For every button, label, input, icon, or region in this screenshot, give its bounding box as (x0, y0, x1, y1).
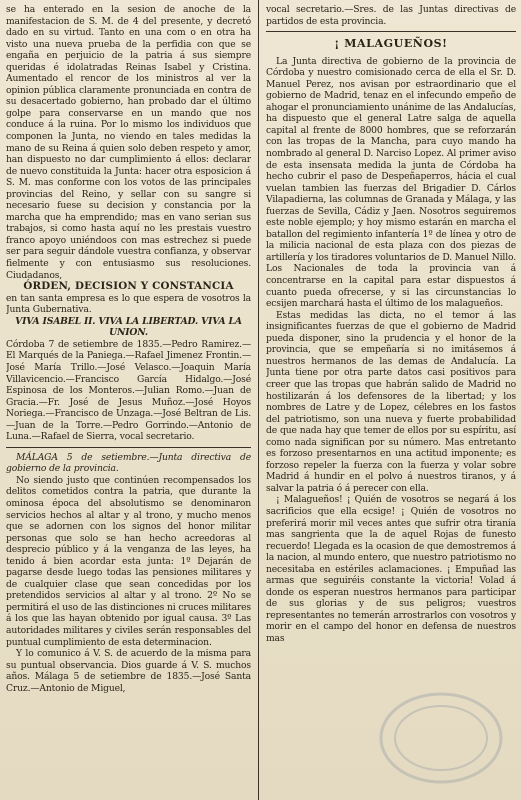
measures-paragraph: Estas medidas las dicta, no el temor á las insignificantes fuerzas de que el gobierno de Madrid pueda disponer, sino la prudencia y el honor de la provincia, que se empeñaría si no imitásemos á nuestros hermanos de las demas de Andalucía. La Junta tiene por otra parte datos casi positivos para creer que las tropas que habrán salido de Madrid no hostilizarán á los defensores de la libertad; y los nombres de Latre y de Lopez, célebres en los fastos del patriotismo, son una nueva y fuerte probabilidad de que nada hay que temer de ellos por su espíritu, así como nada significan por su número. Mas entretanto es forzoso presentarnos en una actitud imponente; es forzoso repeler la fuerza con la fuerza y volar sobre Madrid á hundir en el polvo á nuestros tiranos, y á salvar la patria ó á perecer con ella. (266, 309, 516, 494)
cordoba-paragraph: se ha enterado en la sesion de anoche de la manifestacion de S. M. de 4 del presente, y decretó dado en su virtud. Tanto en una com o en otra ha visto una nueva prueba de la perfidia con que se engaña en perjuicio de la patria á sus siempre queridas é idolatradas Reinas Isabel y Cristina. Aumentado el rencor de los ministros al ver la opinion pública claramente pronunciada en contra de su desacertado gobierno, han probado dar el último golpe para conservarse en un mando que nos conduce á la ruina. Por lo mismo los individuos que componen la Junta, no viendo en tales medidas la mano de su Reina á quien solo deben respeto y amor, han dispuesto no dar cumplimiento á ellos: declarar de nuevo constituida la Junta: hacer otra esposicion á S. M. mas conforme con los votos de las principales provincias del Reino, y sellar con su sangre si necesario fuese su decision y constancia por la marcha que ha emprendido; mas en vano serian sus trabajos, si como hasta aquí no les prestais vuestro franco apoyo uniéndoos con mas estrechez si puede ser para seguir dándole vuestra confianza, y observar fielmente y con entusiasmo sus resoluciones. Ciudadanos, (6, 4, 251, 281)
separator-rule (6, 447, 251, 448)
malaga-decree-paragraph: No siendo justo que continúen recompensados los delitos cometidos contra la patria, que durante la ominosa época del absolutismo se denominaron servicios hechos al altar y al trono, y mucho menos que se adornen con los signos del honor militar personas que solo se han hecho acreedoras al desprecio público y á la venganza de las leyes, ha tenido á bien acordar esta junta: 1º Dejarán de pagarse desde luego todas las pensiones militares y de cualquier clase que sean concedidas por los pretendidos servicios al altar y al trono. 2º No se permitirá el uso de las distinciones ni cruces militares á los que las hayan obtenido por igual causa. 3º Las autoridades militares y civiles serán responsables del puntual cumplimiento de esta determinacion. (6, 474, 251, 648)
cordoba-paragraph-end: en tan santa empresa es lo que espera de vosotros la Junta Gubernativa. (6, 292, 251, 316)
cordoba-signatures: Córdoba 7 de setiembre de 1835.—Pedro Ramirez.—El Marqués de la Paniega.—Rafael Jimenez Frontin.—José María Trillo.—José Velasco.—Joaquin María Villavicencio.—Francisco García Hidalgo.—José Espinosa de los Monteros.—Julian Romo.—Juan de Gracia.—Fr. José de Jesus Muñoz.—José Hoyos Noriega.—Francisco de Unzaga.—José Beltran de Lis.—Juan de la Torre.—Pedro Gorrindo.—Antonio de Luna.—Rafael de Sierra, vocal secretario. (6, 338, 251, 443)
separator-rule (266, 31, 516, 32)
left-column (6, 4, 251, 794)
malaguenos-heading: ¡ MALAGUEÑOS! (334, 37, 448, 51)
junta-paragraph: La Junta directiva de gobierno de la provincia de Córdoba y nuestro comisionado cerca de ella el Sr. D. Manuel Perez, nos avisan por estraordinario que el gobierno de Madrid, tenaz en el infecundo empeño de ahogar el pronunciamiento unánime de las Andalucías, ha dispuesto que el general Latre salga de aquella capital al frente de 8000 hombres, que se reforzarán con las tropas de la Mancha, para cuyo mando ha nombrado al general D. Narciso Lopez. Al primer aviso de esta insensata medida la junta de Córdoba ha hecho cubrir el paso de Despeñaperros, hácia el cual vuelan tambien las fuerzas del Brigadier D. Cárlos Vilapadierna, las columnas de Granada y Málaga, y las fuerzas de Sevilla, Cádiz y Jaen. Nosotros seguiremos este noble ejemplo; y hoy mismo estarán en marcha el batallon del regimiento infantería 1º de línea y otro de la milicia nacional de esta plaza con dos piezas de artillería y los tiradores voluntarios de D. Manuel Nillo. Los Nacionales de toda la provincia van á concentrarse en la capital para estar dispuestos á cuanto pueda ofrecerse, y si las circunstancias lo ecsijen marchará hasta el último de los malagueños. (266, 55, 516, 310)
column-divider (258, 0, 259, 800)
exhortation-paragraph: ¡ Malagueños! ¡ Quién de vosotros se negará á los sacrificios que ella ecsige! ¡ Quién de vosotros no preferirá morir mil veces antes que sufrir otra tiranía mas sangrienta que la de aquel Rojas de funesto recuerdo! Llegada es la ocasion de que demostremos á la nacion, al mundo entero, que nuestro patriotismo no necesitaba en estériles aclamaciones. ¡ Empuñad las armas que seguiréis constante la victoria! Volad á donde os esperan nuestros hermanos para participar de sus glorias y de sus peligros; vuestros representantes no temerán arrostrarlos con vosotros y morir en el campo del honor en defensa de nuestros mas (266, 494, 516, 644)
right-column (266, 4, 516, 794)
malaga-closing-paragraph: Y lo comunico á V. S. de acuerdo de la misma para su puntual observancia. Dios guarde á V. S. muchos años. Málaga 5 de setiembre de 1835.—José Santa Cruz.—Antonio de Miguel, (6, 648, 251, 694)
vivas-line: VIVA ISABEL II. VIVA LA LIBERTAD. VIVA LA UNION. (15, 315, 242, 339)
motto-order-decision: ÓRDEN, DECISION Y CONSTANCIA (23, 280, 234, 293)
malaga-dateline: MÁLAGA 5 de setiembre.—Junta directiva de gobierno de la provincia. (6, 451, 251, 475)
right-top-line: vocal secretario.—Sres. de las Juntas directivas de partidos de esta provincia. (266, 4, 516, 27)
